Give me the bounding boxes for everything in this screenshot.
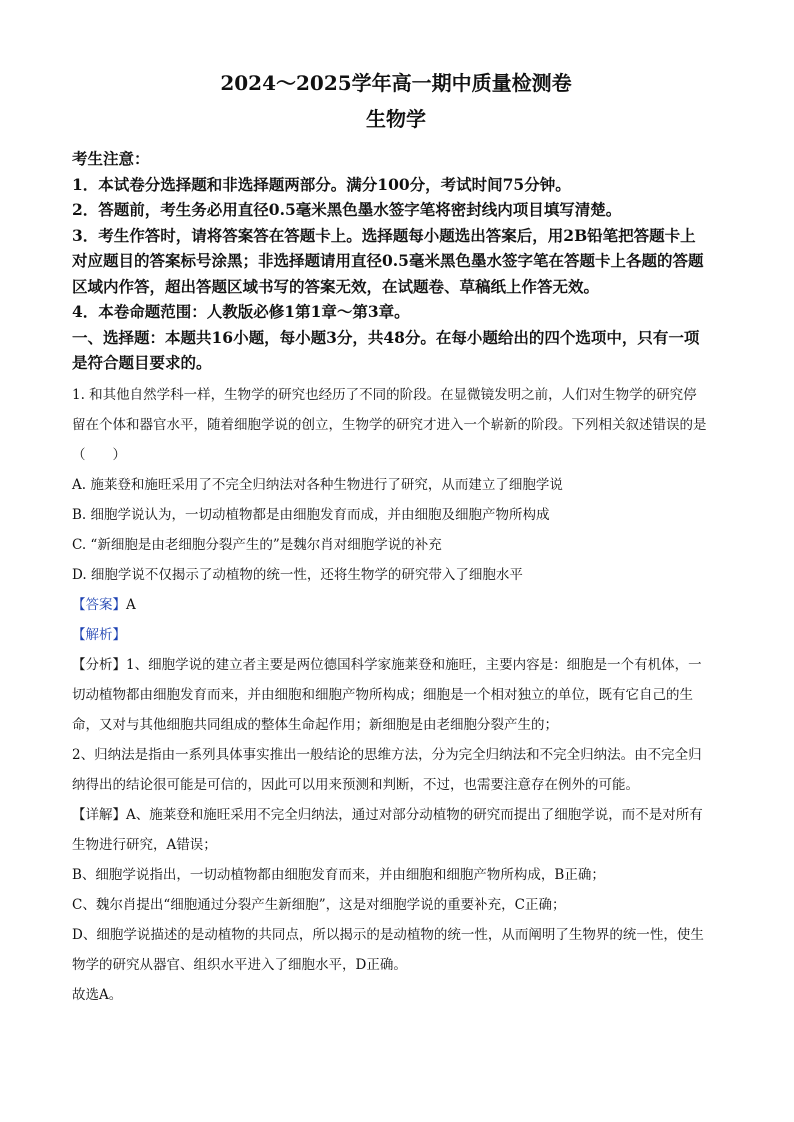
- fenxi-paragraph-2: 2、归纳法是指由一系列具体事实推出一般结论的思维方法，分为完全归纳法和不完全归纳法。由不完全归纳得出的结论很可能是可信的，因此可以用来预测和判断，不过，也需要注意存在例外的可能。: [72, 746, 702, 793]
- fenxi-text-1: 1、细胞学说的建立者主要是两位德国科学家施莱登和施旺，主要内容是：细胞是一个有机体，一切动植物都由细胞发育而来，并由细胞和细胞产物所构成；细胞是一个相对独立的单位，既有它自己的生命，又对与其他细胞共同组成的整体生命起作用；新细胞是由老细胞分裂产生的；: [72, 656, 702, 733]
- section-heading: 一、选择题：本题共16小题，每小题3分，共48分。在每小题给出的四个选项中，只有一项是符合题目要求的。: [72, 327, 700, 372]
- fenxi-paragraph-1: [72, 650, 710, 740]
- option-d: D. 细胞学说不仅揭示了动植物的统一性，还将生物学的研究带入了细胞水平: [72, 566, 523, 583]
- answer-value: A: [126, 596, 136, 613]
- notice-heading: 考生注意：: [72, 149, 150, 168]
- xiangjie-paragraph-c: C、魏尔肖提出“细胞通过分裂产生新细胞”，这是对细胞学说的重要补充，C正确；: [72, 896, 566, 913]
- notice-item-2: 2．答题前，考生务必用直径0.5毫米黑色墨水签字笔将密封线内项目填写清楚。: [72, 200, 622, 219]
- answer-line: [72, 590, 710, 620]
- option-b: B. 细胞学说认为，一切动植物都是由细胞发育而成，并由细胞及细胞产物所构成: [72, 506, 550, 523]
- analysis-line: [72, 620, 710, 650]
- option-c: C. “新细胞是由老细胞分裂产生的”是魏尔肖对细胞学说的补充: [72, 536, 442, 553]
- analysis-tag: 【解析】: [72, 626, 126, 643]
- xiangjie-text-a: A、施莱登和施旺采用不完全归纳法，通过对部分动植物的研究而提出了细胞学说，而不是对所有生物进行研究，A错误；: [72, 806, 703, 853]
- xiangjie-paragraph-d: D、细胞学说描述的是动植物的共同点，所以揭示的是动植物的统一性，从而阐明了生物界的统一性，使生物学的研究从器官、组织水平进入了细胞水平，D正确。: [72, 926, 704, 973]
- xiangjie-paragraph-a: [72, 800, 710, 860]
- answer-tag: 【答案】: [72, 596, 126, 613]
- question-1: [72, 380, 710, 1010]
- xiangjie-tag: 【详解】: [72, 806, 126, 823]
- fenxi-tag: 【分析】: [72, 656, 126, 673]
- exam-title: 2024～2025学年高一期中质量检测卷: [220, 71, 572, 95]
- question-stem: 1. 和其他自然学科一样，生物学的研究也经历了不同的阶段。在显微镜发明之前，人们对生物学的研究停留在个体和器官水平，随着细胞学说的创立，生物学的研究才进入一个崭新的阶段。下列相关叙述错误的是（ ）: [72, 386, 707, 463]
- notice-item-4: 4．本卷命题范围：人教版必修1第1章～第3章。: [72, 302, 410, 321]
- xiangjie-paragraph-b: B、细胞学说指出，一切动植物都由细胞发育而来，并由细胞和细胞产物所构成，B正确；: [72, 866, 605, 883]
- notice-block: [72, 146, 710, 325]
- notice-item-1: 1．本试卷分选择题和非选择题两部分。满分100分，考试时间75分钟。: [72, 174, 571, 194]
- notice-item-3: 3．考生作答时，请将答案答在答题卡上。选择题每小题选出答案后，用2B铅笔把答题卡上对应题目的答案标号涂黑；非选择题请用直径0.5毫米黑色墨水签字笔在答题卡上各题的答题区域内作答，超出答题区域书写的答案无效，在试题卷、草稿纸上作答无效。: [72, 225, 704, 296]
- conclusion: 故选A。: [72, 986, 123, 1003]
- exam-subject: 生物学: [366, 107, 426, 131]
- option-a: A. 施莱登和施旺采用了不完全归纳法对各种生物进行了研究，从而建立了细胞学说: [72, 476, 563, 493]
